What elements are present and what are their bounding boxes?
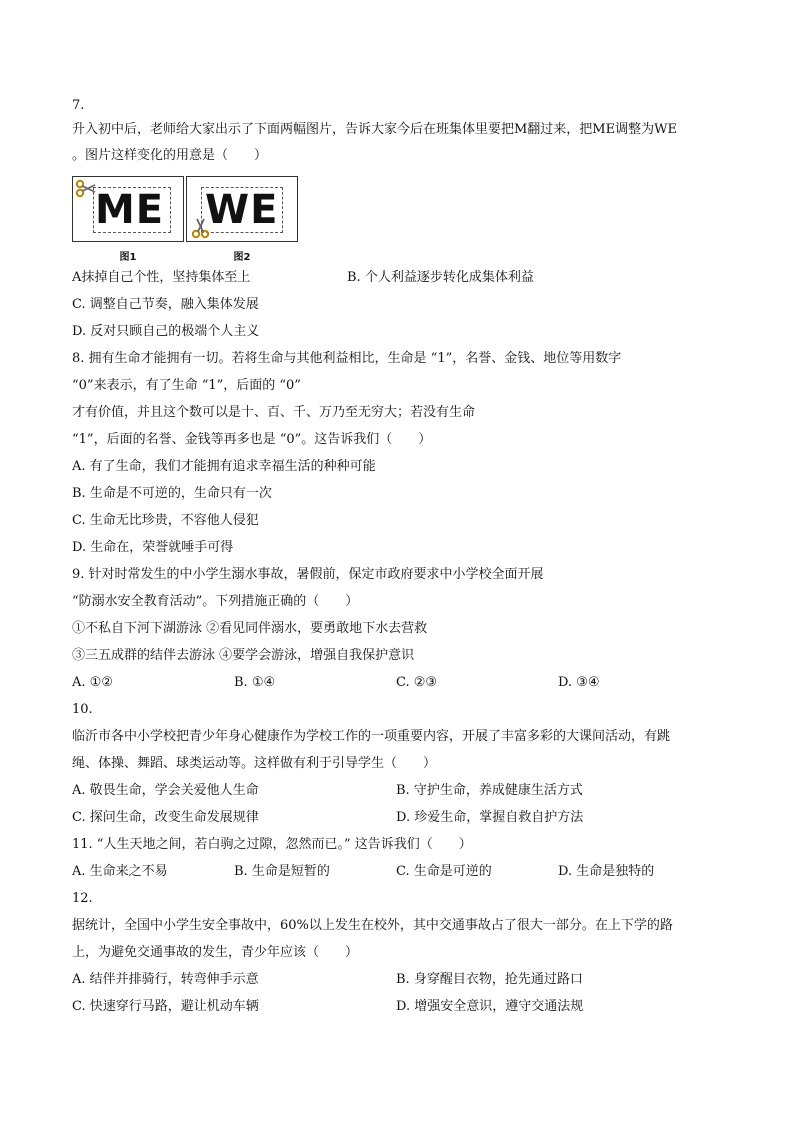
q8-option-a[interactable]: A. 有了生命，我们才能拥有追求幸福生活的种种可能 xyxy=(72,459,376,474)
q8-option-c[interactable]: C. 生命无比珍贵，不容他人侵犯 xyxy=(72,513,259,528)
q7-number: 7. xyxy=(72,98,85,113)
figure-1-caption: 图1 xyxy=(119,252,137,263)
q9-option-c[interactable]: C. ②③ xyxy=(396,675,438,690)
q7-option-a[interactable]: A抹掉自己个性，坚持集体至上 xyxy=(72,270,251,285)
q10-stem-line2: 绳、体操、舞蹈、球类运动等。这样做有利于引导学生（ ） xyxy=(72,756,437,771)
q10-option-b[interactable]: B. 守护生命，养成健康生活方式 xyxy=(396,783,583,798)
q12-option-b[interactable]: B. 身穿醒目衣物，抢先通过路口 xyxy=(396,972,583,987)
q12-number: 12. xyxy=(72,891,93,906)
q9-stem-line4: ③三五成群的结伴去游泳 ④要学会游泳，增强自我保护意识 xyxy=(72,648,415,663)
figure-2-box xyxy=(186,176,298,242)
figure-1-text: ME xyxy=(95,187,165,233)
q8-stem-line2: “0”来表示，有了生命 “1”，后面的 “0” xyxy=(72,378,301,393)
q9-stem-line3: ①不私自下河下湖游泳 ②看见同伴溺水，要勇敢地下水去营救 xyxy=(72,621,428,636)
q7-stem-line1: 升入初中后，老师给大家出示了下面两幅图片，告诉大家今后在班集体里要把M翻过来，把ME调整为WE xyxy=(72,122,677,137)
q9-stem-line1: 9. 针对时常发生的中小学生溺水事故，暑假前，保定市政府要求中小学校全面开展 xyxy=(72,567,544,582)
q10-option-c[interactable]: C. 探问生命，改变生命发展规律 xyxy=(72,810,259,825)
q10-number: 10. xyxy=(72,702,93,717)
q11-option-d[interactable]: D. 生命是独特的 xyxy=(558,864,655,879)
q12-stem-line2: 上，为避免交通事故的发生，青少年应该（ ） xyxy=(72,945,359,960)
q8-option-d[interactable]: D. 生命在，荣誉就唾手可得 xyxy=(72,540,234,555)
q12-stem-line1: 据统计，全国中小学生安全事故中，60%以上发生在校外，其中交通事故占了很大一部分。在上下学的路 xyxy=(72,918,673,933)
q9-option-b[interactable]: B. ①④ xyxy=(234,675,276,690)
q12-option-c[interactable]: C. 快速穿行马路，避让机动车辆 xyxy=(72,999,259,1014)
q8-stem-line1: 8. 拥有生命才能拥有一切。若将生命与其他利益相比，生命是 “1”，名誉、金钱、地位等用数字 xyxy=(72,351,622,366)
q9-stem-line2: “防溺水安全教育活动”。下列措施正确的（ ） xyxy=(72,594,359,609)
q8-stem-line3: 才有价值，并且这个数可以是十、百、千、万乃至无穷大；若没有生命 xyxy=(72,405,476,420)
q9-option-d[interactable]: D. ③④ xyxy=(558,675,600,690)
figure-1-box xyxy=(72,176,184,242)
q7-option-c[interactable]: C. 调整自己节奏，融入集体发展 xyxy=(72,297,259,312)
figure-2-text: WE xyxy=(205,187,279,233)
q10-stem-line1: 临沂市各中小学校把青少年身心健康作为学校工作的一项重要内容，开展了丰富多彩的大课间活动，有跳 xyxy=(72,729,671,744)
scissors-icon xyxy=(75,179,97,201)
q10-option-a[interactable]: A. 敬畏生命，学会关爱他人生命 xyxy=(72,783,259,798)
q12-option-d[interactable]: D. 增强安全意识，遵守交通法规 xyxy=(396,999,584,1014)
q11-option-a[interactable]: A. 生命来之不易 xyxy=(72,864,168,879)
q11-option-b[interactable]: B. 生命是短暂的 xyxy=(234,864,330,879)
q8-stem-line4: “1”，后面的名誉、金钱等再多也是 “0”。这告诉我们（ ） xyxy=(72,432,432,447)
q10-option-d[interactable]: D. 珍爱生命，掌握自救自护方法 xyxy=(396,810,584,825)
figure-2-caption: 图2 xyxy=(233,252,251,263)
q7-option-b[interactable]: B. 个人利益逐步转化成集体利益 xyxy=(347,270,534,285)
q7-figure xyxy=(72,176,302,264)
q11-stem-line1: 11. “人生天地之间，若白驹之过隙，忽然而已。” 这告诉我们（ ） xyxy=(72,837,472,852)
q7-stem-line2: 。图片这样变化的用意是（ ） xyxy=(72,148,268,163)
q9-option-a[interactable]: A. ①② xyxy=(72,675,113,690)
q12-option-a[interactable]: A. 结伴并排骑行，转弯伸手示意 xyxy=(72,972,259,987)
q7-option-d[interactable]: D. 反对只顾自己的极端个人主义 xyxy=(72,324,260,339)
q11-option-c[interactable]: C. 生命是可逆的 xyxy=(396,864,492,879)
scissors-icon xyxy=(191,217,213,239)
q8-option-b[interactable]: B. 生命是不可逆的，生命只有一次 xyxy=(72,486,272,501)
